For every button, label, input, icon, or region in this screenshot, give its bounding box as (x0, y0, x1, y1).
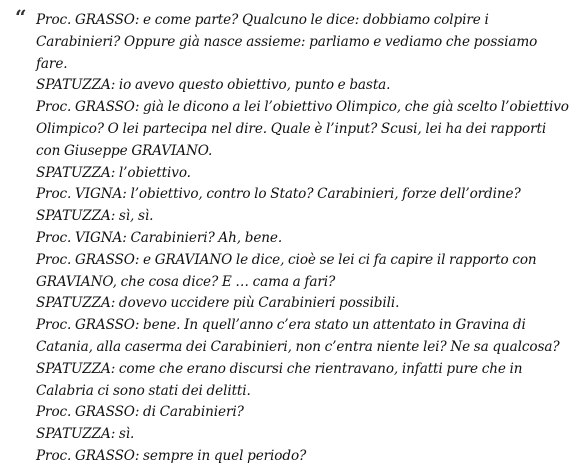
transcript-line: SPATUZZA: come che erano discursi che rientravano, infatti pure che in (36, 360, 523, 377)
transcript-line: Proc. VIGNA: Carabinieri? Ah, bene. (36, 229, 283, 246)
quote-mark-icon: “ (15, 5, 27, 29)
transcript-line: Proc. GRASSO: sempre in quel periodo? (36, 447, 307, 464)
transcript-line: Proc. GRASSO: già le dicono a lei l’obiettivo Olimpico, che già scelto l’obiettivo (36, 99, 569, 116)
transcript-line: con Giuseppe GRAVIANO. (36, 142, 213, 159)
transcript-line: fare. (36, 55, 68, 72)
transcript-line: Proc. GRASSO: bene. In quell’anno c’era stato un attentato in Gravina di (36, 317, 526, 334)
transcript-line: Proc. GRASSO: di Carabinieri? (36, 404, 244, 421)
transcript-line: SPATUZZA: dovevo uccidere più Carabinieri possibili. (36, 295, 400, 312)
transcript-line: SPATUZZA: sì, sì. (36, 208, 154, 225)
transcript-line: Proc. GRASSO: e come parte? Qualcuno le dice: dobbiamo colpire i (36, 12, 489, 28)
transcript-line: Proc. VIGNA: l’obiettivo, contro lo Stato? Carabinieri, forze dell’ordine? (36, 186, 521, 203)
transcript-line: Catania, alla caserma dei Carabinieri, non c’entra niente lei? Ne sa qualcosa? (36, 338, 560, 355)
transcript-line: Calabria ci sono stati dei delitti. (36, 382, 251, 399)
transcript-line: SPATUZZA: l’obiettivo. (36, 164, 191, 181)
transcript-line: GRAVIANO, che cosa dice? E … cama a fari? (36, 273, 336, 290)
transcript-line: SPATUZZA: io avevo questo obiettivo, punto e basta. (36, 77, 391, 94)
transcript-line: Proc. GRASSO: e GRAVIANO le dice, cioè se lei ci fa capire il rapporto con (36, 251, 537, 268)
transcript-line: Olimpico? O lei partecipa nel dire. Quale è l’input? Scusi, lei ha dei rapporti (36, 120, 547, 137)
transcript-line: Carabinieri? Oppure già nasce assieme: parliamo e vediamo che possiamo (36, 33, 538, 50)
transcript-text (36, 10, 568, 468)
transcript-line: SPATUZZA: sì. (36, 426, 135, 443)
